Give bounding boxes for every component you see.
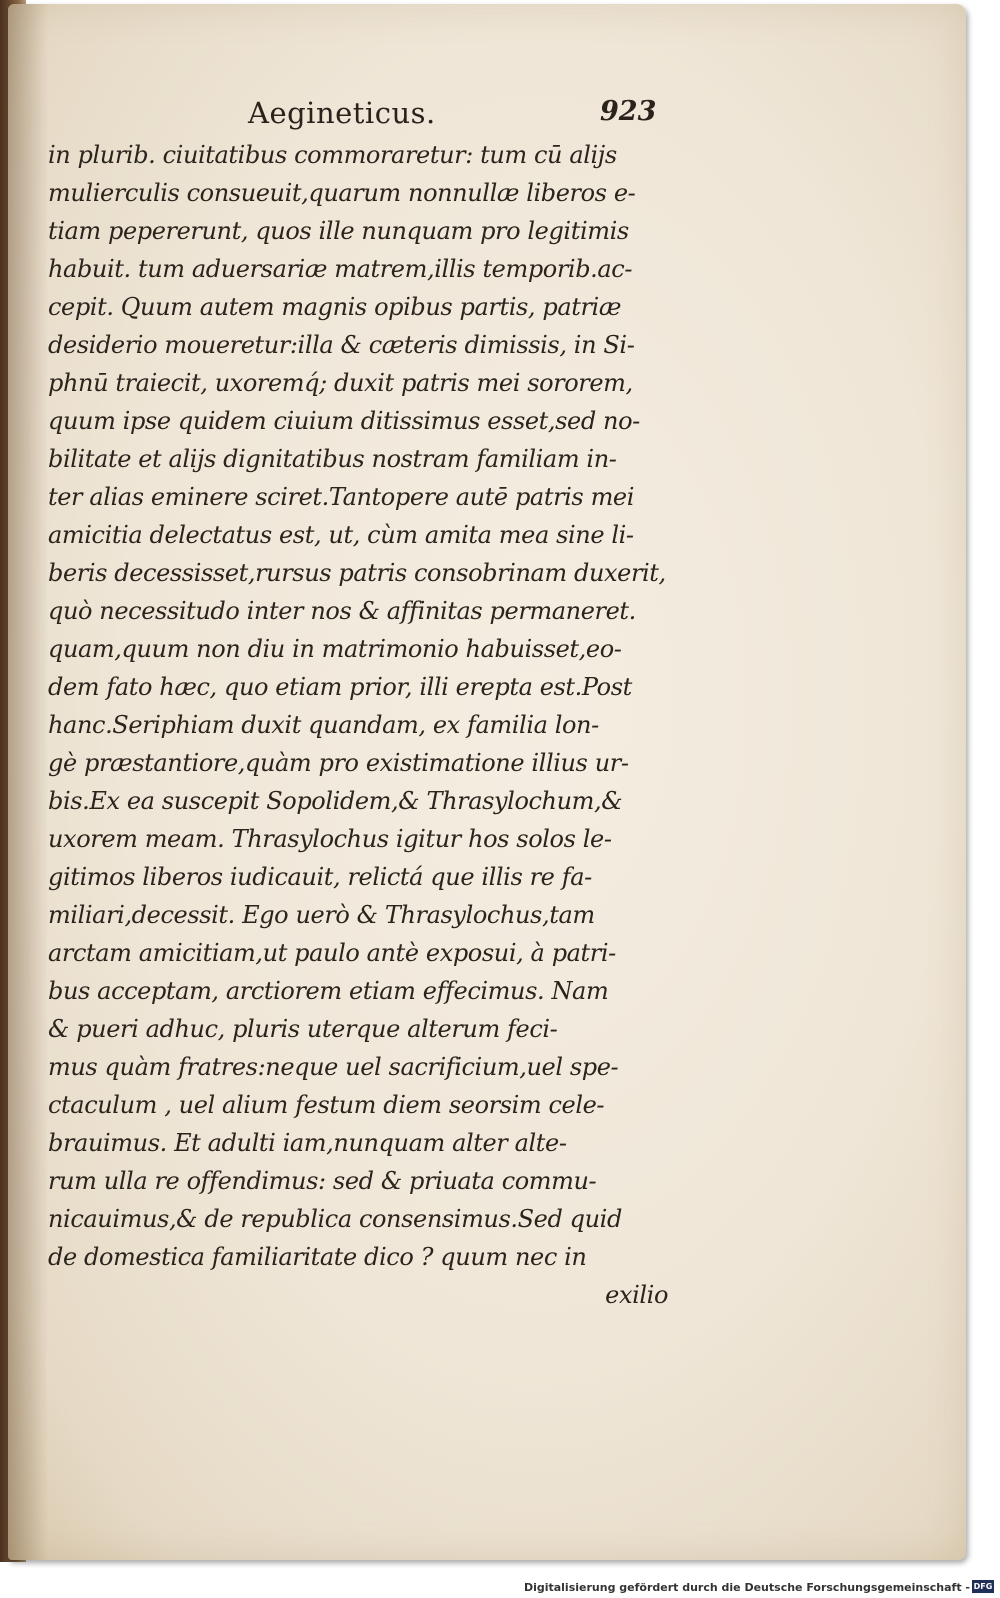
text-line: bilitate et alijs dignitatibus nostram familiam in- — [48, 445, 617, 473]
text-line: beris decessisset,rursus patris consobrinam duxerit, — [48, 559, 666, 587]
page-header — [0, 96, 1000, 136]
text-line: cepit. Quum autem magnis opibus partis, patriæ — [48, 293, 621, 321]
text-line: mus quàm fratres:neque uel sacrificium,uel spe- — [48, 1053, 619, 1081]
text-line: rum ulla re offendimus: sed & priuata commu- — [48, 1167, 597, 1195]
text-line: de domestica familiaritate dico ? quum nec in — [48, 1243, 587, 1271]
running-title: Aegineticus. — [248, 96, 436, 130]
page-number: 923 — [600, 96, 657, 127]
funding-credit: Digitalisierung gefördert durch die Deutsche Forschungsgemeinschaft - — [523, 1581, 970, 1594]
text-line: hanc.Seriphiam duxit quandam, ex familia lon- — [48, 711, 599, 739]
text-line: arctam amicitiam,ut paulo antè exposui, à patri- — [48, 939, 616, 967]
text-line: dem fato hæc, quo etiam prior, illi erepta est.Post — [48, 673, 632, 701]
text-line: miliari,decessit. Ego uerò & Thrasylochus,tam — [48, 901, 595, 929]
text-line: & pueri adhuc, pluris uterque alterum feci- — [48, 1015, 558, 1043]
text-line: gè præstantiore,quàm pro existimatione illius ur- — [48, 749, 629, 777]
text-line: in plurib. ciuitatibus commoraretur: tum cū alijs — [48, 141, 617, 169]
catchword: exilio — [605, 1281, 668, 1309]
dfg-logo: DFG — [973, 1582, 993, 1591]
text-line: ter alias eminere sciret.Tantopere autē patris mei — [48, 483, 635, 511]
text-line: nicauimus,& de republica consensimus.Sed quid — [48, 1205, 622, 1233]
text-line: quò necessitudo inter nos & affinitas permaneret. — [48, 597, 636, 625]
text-line: phnū traiecit, uxoremq́; duxit patris mei sororem, — [48, 369, 633, 397]
text-line: uxorem meam. Thrasylochus igitur hos solos le- — [48, 825, 612, 853]
digitization-footer — [0, 1578, 1000, 1598]
gutter-shadow — [8, 4, 48, 1560]
text-line: brauimus. Et adulti iam,nunquam alter alte- — [48, 1129, 567, 1157]
text-line: gitimos liberos iudicauit, relictá que illis re fa- — [48, 863, 592, 891]
text-line: bus acceptam, arctiorem etiam effecimus. Nam — [48, 977, 609, 1005]
text-line: desiderio moueretur:illa & cæteris dimissis, in Si- — [48, 331, 635, 359]
text-line: quam,quum non diu in matrimonio habuisset,eo- — [48, 635, 622, 663]
text-line: quum ipse quidem ciuium ditissimus esset,sed no- — [48, 407, 640, 435]
body-text — [48, 136, 688, 1314]
text-line: mulierculis consueuit,quarum nonnullæ liberos e- — [48, 179, 636, 207]
text-line: tiam pepererunt, quos ille nunquam pro legitimis — [48, 217, 629, 245]
text-line: bis.Ex ea suscepit Sopolidem,& Thrasylochum,& — [48, 787, 623, 815]
text-line: ctaculum , uel alium festum diem seorsim cele- — [48, 1091, 605, 1119]
text-line: amicitia delectatus est, ut, cùm amita mea sine li- — [48, 521, 634, 549]
text-line: habuit. tum aduersariæ matrem,illis temporib.ac- — [48, 255, 633, 283]
